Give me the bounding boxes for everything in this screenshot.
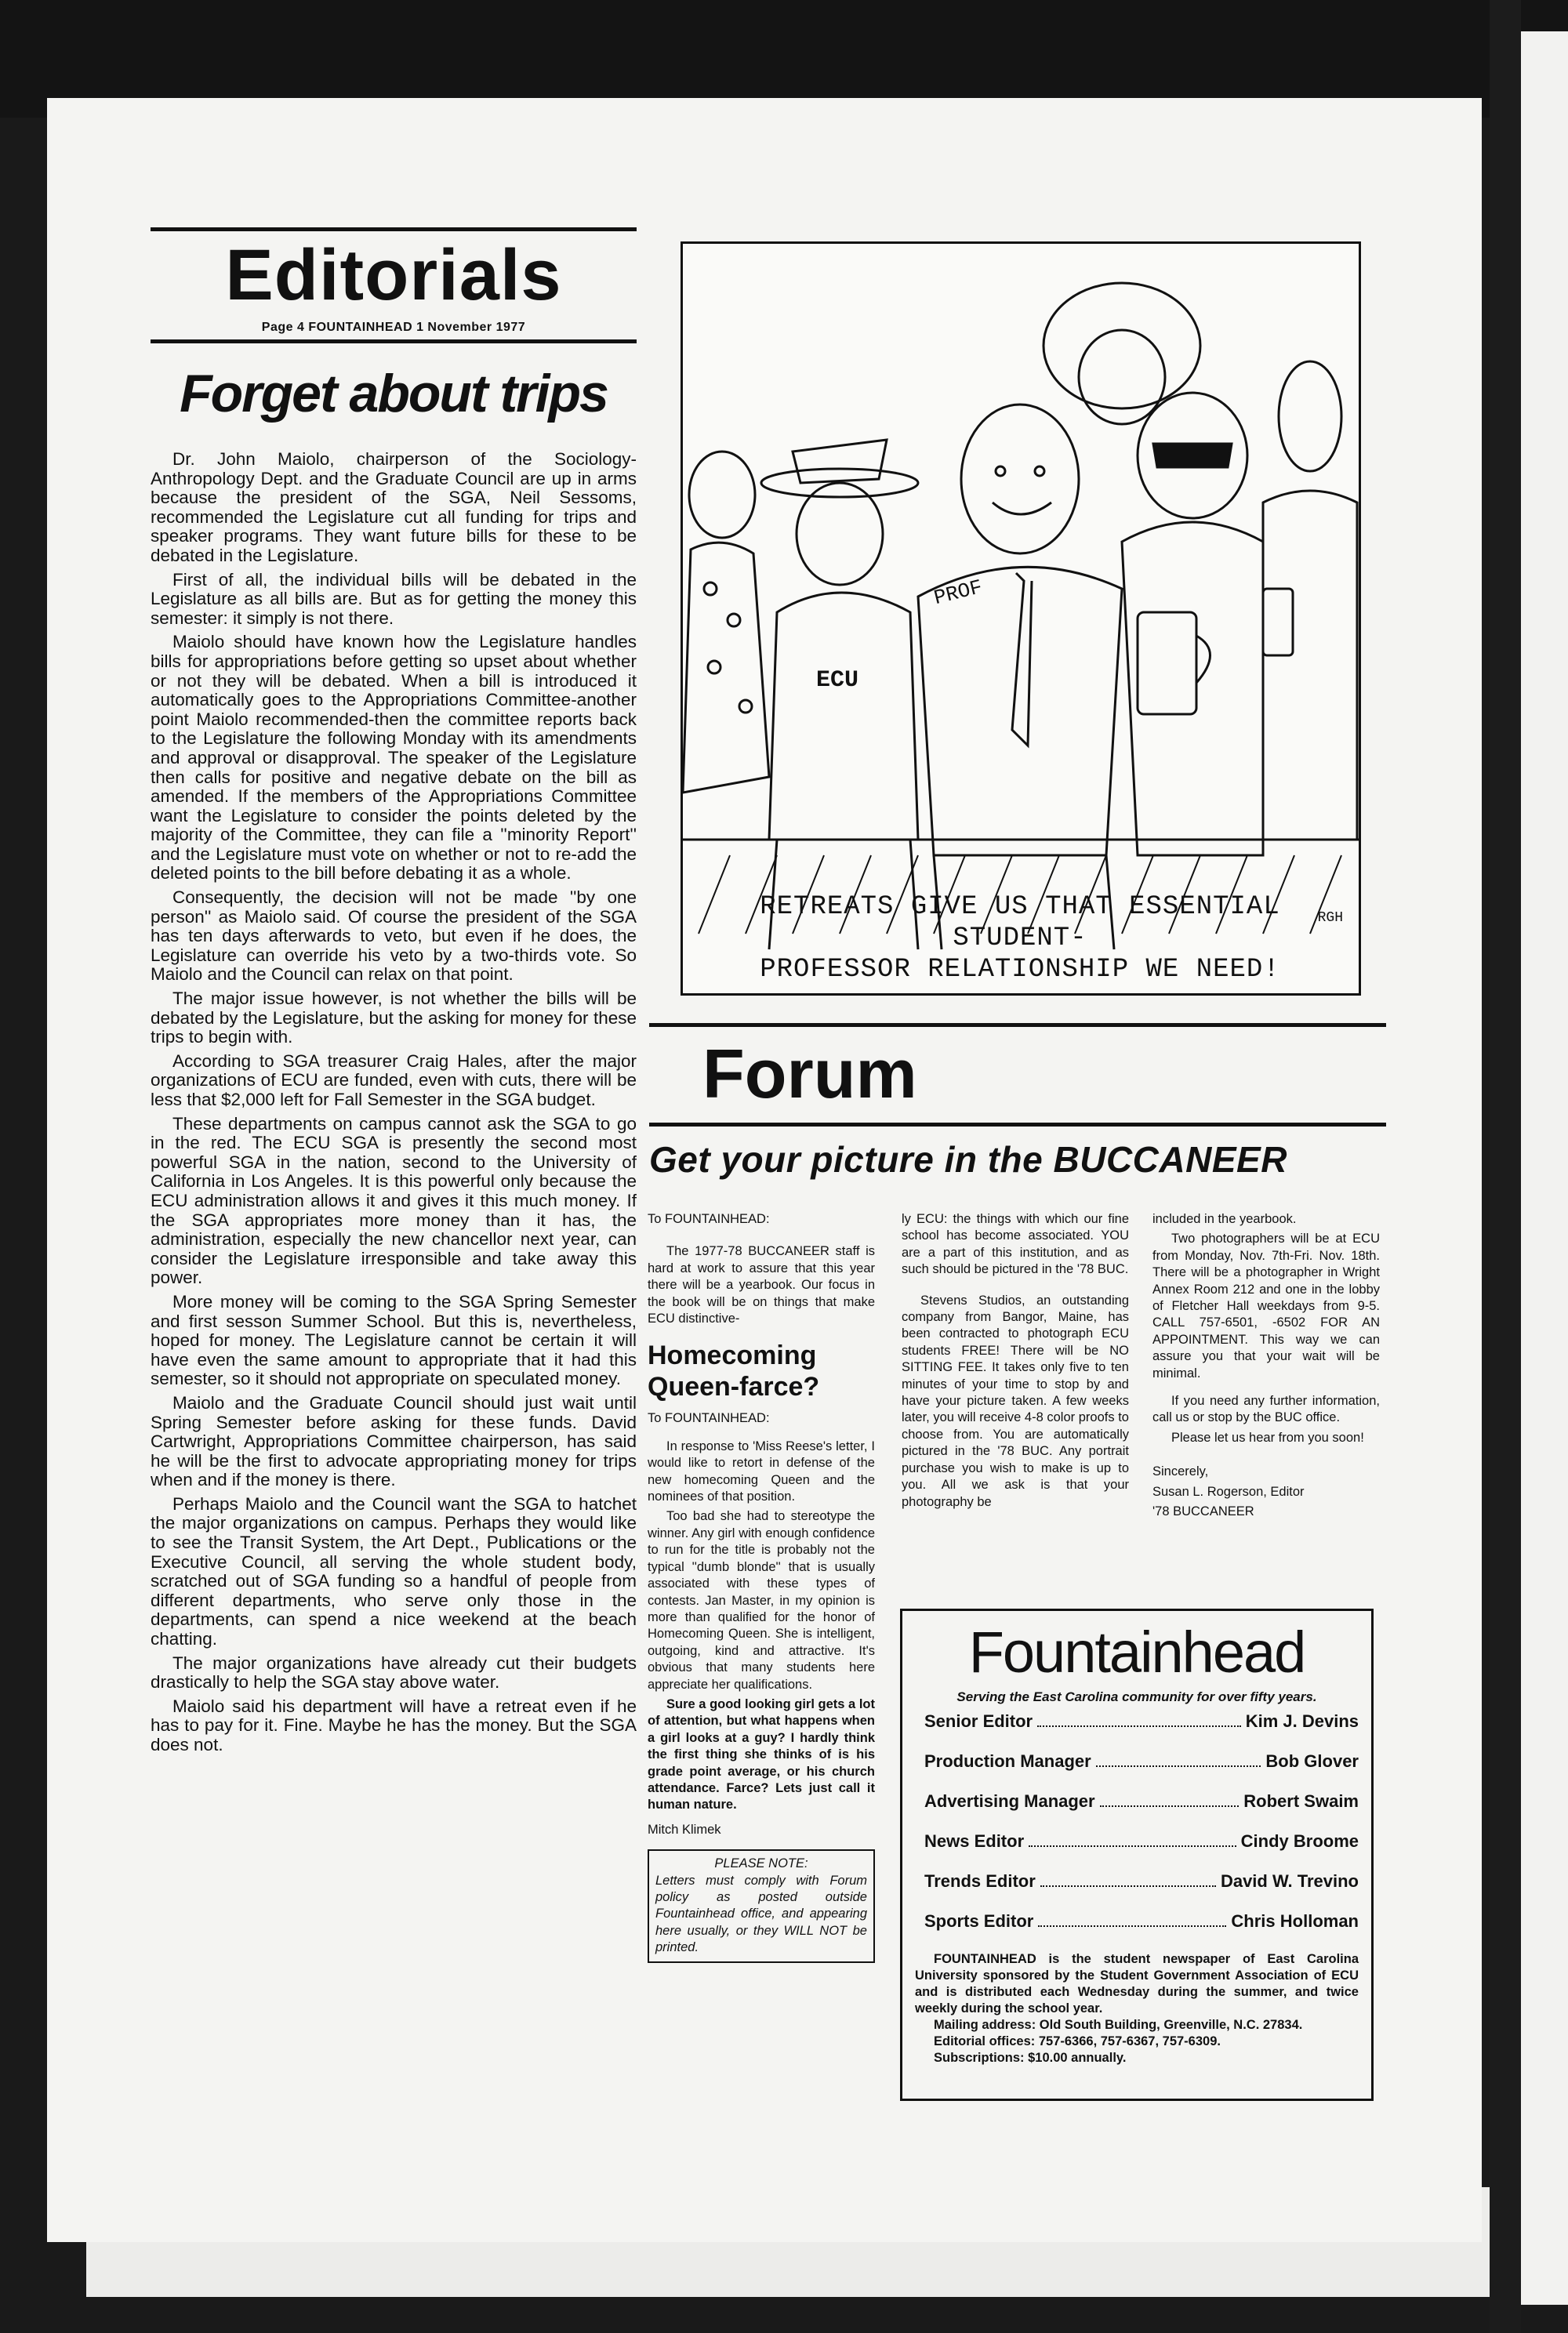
scan-background-right xyxy=(1490,0,1521,2333)
cartoon-drawing xyxy=(683,244,1359,993)
leader-dots xyxy=(1100,1791,1240,1807)
staff-box-title: Fountainhead xyxy=(968,1620,1305,1685)
staff-row xyxy=(924,1751,1359,1772)
editorial-paragraph: Maiolo should have known how the Legislature handles bills for appropriations before getting so upset about whether or not they will be debated. When a bill is introduced it automatically goes to the Appropriations Committee-another point Maiolo recommended-then the committee reports back to the Legislature the following Monday with its amendments and approval or disapproval. The speaker of the Legislature then calls for positive and negative debate on the bill as amended. If the members of the Appropriations Committee want the Legislature to consider the points deleted by the majority of the Committee, they can file a ''minority Report'' and the Legislature must vote on whether or not to re-add the deleted points to the bill before debating it as a whole. xyxy=(151,632,637,883)
staff-description: FOUNTAINHEAD is the student newspaper of East Carolina University sponsored by the Student Government Association of ECU and is distributed each Wednesday during the summer, and twice weekly during the school year. xyxy=(915,1952,1359,2016)
editorial-paragraph: The major issue however, is not whether the bills will be debated by the Legislature, but the asking for money for these trips to begin with. xyxy=(151,989,637,1047)
letter-paragraph: Too bad she had to stereotype the winner. Any girl with enough confidence to run for the title is probably not the typical ''dumb blonde'' that is usually associated with these types of contests. Jan Master, in my opinion is more than qualified for the honor of Homecoming Queen. She is intelligent, outgoing, kind and attractive. It's obvious that many students here appreciate her qualifications. xyxy=(648,1509,875,1692)
leader-dots xyxy=(1038,1911,1226,1927)
staff-mailing-address: Mailing address: Old South Building, Greenville, N.C. 27834. xyxy=(934,2018,1303,2032)
letter-paragraph: The 1977-78 BUCCANEER staff is hard at work to assure that this year there will be a yearbook. Our focus in the book will be on things that make ECU distinctive- xyxy=(648,1244,875,1326)
staff-row xyxy=(924,1711,1359,1732)
staff-name: Kim J. Devins xyxy=(1245,1711,1359,1731)
editorial-paragraph: Dr. John Maiolo, chairperson of the Sociology-Anthropology Dept. and the Graduate Council are up in arms because the president of the SGA, Neil Sessoms, recommended the Legislature cut all funding for trips and speaker programs. They want future bills for these to be debated in the Legislature. xyxy=(151,449,637,565)
staff-name: Robert Swaim xyxy=(1243,1791,1359,1811)
staff-editorial-offices: Editorial offices: 757-6366, 757-6367, 757-6309. xyxy=(934,2034,1221,2048)
forum-section xyxy=(649,1023,1386,1194)
staff-row xyxy=(924,1871,1359,1892)
letter-paragraph: Please let us hear from you soon! xyxy=(1171,1430,1364,1445)
staff-box xyxy=(900,1609,1374,2101)
forum-headline: Get your picture in the BUCCANEER xyxy=(649,1139,1287,1180)
staff-name: David W. Trevino xyxy=(1220,1871,1359,1891)
editorial-paragraph: These departments on campus cannot ask the SGA to go in the red. The ECU SGA is presently the second most powerful SGA in the nation, second to the University of California in Los Angeles. It is this powerful only because the ECU administration allows it and gives it this much money. If the SGA appropriates more money than it has, the administration, especially the new chancellor next year, can consider the Legislature irresponsible and take away this power. xyxy=(151,1113,637,1288)
editorial-cartoon xyxy=(681,241,1361,996)
forum-title: Forum xyxy=(702,1035,917,1112)
editorial-paragraph: According to SGA treasurer Craig Hales, after the major organizations of ECU are funded, even with cuts, there will be less that $2,000 left for Fall Semester in the SGA budget. xyxy=(151,1050,637,1109)
letter-paragraph: included in the yearbook. xyxy=(1152,1212,1297,1226)
cartoon-label-ecu: ECU xyxy=(816,667,859,694)
leader-dots xyxy=(1040,1871,1216,1887)
staff-role: Sports Editor xyxy=(924,1911,1034,1931)
cartoon-label-prof: PROF xyxy=(931,575,985,611)
editorial-body xyxy=(151,450,637,1755)
adjacent-page-edge xyxy=(1521,31,1568,2305)
staff-role: Advertising Manager xyxy=(924,1791,1095,1811)
forum-column-2 xyxy=(902,1211,1129,1514)
letter-salutation: To FOUNTAINHEAD: xyxy=(648,1212,770,1226)
editorial-paragraph: More money will be coming to the SGA Spring Semester and first sesson Summer School. But this is, nevertheless, hoped for money. The Legislature cannot be certain it will have even the same amount to appropriate that it had this semester, so it should not appropriate on speculated money. xyxy=(151,1291,637,1389)
editorial-paragraph: The major organizations have already cut their budgets drastically to help the SGA stay above water. xyxy=(151,1653,637,1693)
staff-role: News Editor xyxy=(924,1831,1025,1851)
editorial-headline: Forget about trips xyxy=(180,364,608,423)
staff-role: Senior Editor xyxy=(924,1711,1033,1731)
letter-headline: Homecoming Queen-farce? xyxy=(648,1341,820,1402)
editorial-paragraph: Perhaps Maiolo and the Council want the SGA to hatchet the major organizations on campus. Perhaps they would like to see the Transit System, the Art Dept., Publications or the Executive Council, all serving the whole student body, scratched out of SGA funding so a handful of people from different departments, who serve only those in the departments, can spend a nice weekend at the beach chatting. xyxy=(151,1493,637,1649)
page-dateline: Page 4 FOUNTAINHEAD 1 November 1977 xyxy=(261,321,526,334)
policy-note xyxy=(648,1849,875,1962)
staff-role: Production Manager xyxy=(924,1751,1091,1771)
forum-column-1 xyxy=(648,1211,875,1963)
leader-dots xyxy=(1096,1751,1261,1767)
editorial-paragraph: First of all, the individual bills will be debated in the Legislature as all bills are. But as for getting the money this semester: it simply is not there. xyxy=(151,569,637,628)
forum-title-rule xyxy=(649,1123,1386,1127)
cartoon-signature: RGH xyxy=(1317,910,1343,926)
cartoon-caption-line: PROFESSOR RELATIONSHIP WE NEED! xyxy=(760,955,1280,985)
dateline-rule xyxy=(151,339,637,343)
policy-note-text: Letters must comply with Forum policy as posted outside Fountainhead office, and appearing here usually, or they WILL NOT be printed. xyxy=(655,1873,867,1955)
forum-column-3 xyxy=(1152,1211,1380,1524)
letter-paragraph: Stevens Studios, an outstanding company from Bangor, Maine, has been contracted to photograph ECU students FREE! There will be NO SITTING FEE. It takes only five to ten minutes of your time to stop by and have your picture taken. A few weeks later, you will receive 4-8 color proofs to choose from. You are automatically pictured in the '78 BUC. Any portrait purchase you wish to make is up to you. All we ask is that your photography be xyxy=(902,1293,1129,1509)
policy-note-title: PLEASE NOTE: xyxy=(714,1856,808,1871)
top-rule xyxy=(151,227,637,231)
letter-signature: Mitch Klimek xyxy=(648,1822,721,1837)
staff-name: Chris Holloman xyxy=(1231,1911,1359,1931)
staff-name: Bob Glover xyxy=(1265,1751,1359,1771)
editorials-column xyxy=(151,227,637,1760)
cartoon-caption xyxy=(699,891,1341,985)
staff-role: Trends Editor xyxy=(924,1871,1036,1891)
staff-name: Cindy Broome xyxy=(1240,1831,1359,1851)
leader-dots xyxy=(1037,1711,1241,1727)
letter-signature-org: '78 BUCCANEER xyxy=(1152,1504,1254,1519)
letter-paragraph: Two photographers will be at ECU from Monday, Nov. 7th-Fri. Nov. 18th. There will be a photographer in Wright Annex Room 212 and one in the lobby of Fletcher Hall weekdays from 9-5. CALL 757-6501, -6502 FOR AN APPOINTMENT. This way we can assure you that your wait will be minimal. xyxy=(1152,1232,1380,1381)
leader-dots xyxy=(1029,1831,1236,1847)
letter-paragraph: If you need any further information, call us or stop by the BUC office. xyxy=(1152,1394,1380,1425)
letter-salutation: To FOUNTAINHEAD: xyxy=(648,1411,770,1426)
letter-paragraph: ly ECU: the things with which our fine school has become associated. YOU are a part of this institution, and as such should be pictured in the '78 BUC. xyxy=(902,1212,1129,1277)
letter-closing: Sincerely, xyxy=(1152,1464,1209,1479)
editorial-paragraph: Maiolo said his department will have a retreat even if he has to pay for it. Fine. Maybe he has the money. But the SGA does not. xyxy=(151,1696,637,1754)
letter-paragraph: In response to 'Miss Reese's letter, I would like to retort in defense of the new homecoming Queen and the nominees of that position. xyxy=(648,1439,875,1504)
forum-top-rule xyxy=(649,1023,1386,1027)
letter-paragraph: Sure a good looking girl gets a lot of attention, but what happens when a girl looks at a guy? I hardly think the first thing she thinks of is his grade point average, or his church attendance. Farce? Lets just call it human nature. xyxy=(648,1696,875,1812)
editorial-paragraph: Consequently, the decision will not be made ''by one person'' as Maiolo said. Of course the president of the SGA has ten days afterwards to veto, but even if he does, the Legislature can override his veto by a two-thirds vote. So Maiolo and the Council can relax on that point. xyxy=(151,887,637,985)
cartoon-caption-line: RETREATS GIVE US THAT ESSENTIAL STUDENT- xyxy=(760,892,1280,953)
staff-row xyxy=(924,1911,1359,1932)
editorial-paragraph: Maiolo and the Graduate Council should just wait until Spring Semester before asking for these funds. David Cartwright, Appropriations Committee chairperson, has said he will be the first to advocate appropriating money for trips when and if the money is there. xyxy=(151,1392,637,1490)
staff-row xyxy=(924,1791,1359,1812)
staff-box-subtitle: Serving the East Carolina community for over fifty years. xyxy=(956,1689,1317,1704)
staff-subscriptions: Subscriptions: $10.00 annually. xyxy=(934,2051,1127,2065)
section-masthead: Editorials xyxy=(225,235,562,315)
staff-row xyxy=(924,1831,1359,1852)
letter-signature: Susan L. Rogerson, Editor xyxy=(1152,1484,1305,1499)
